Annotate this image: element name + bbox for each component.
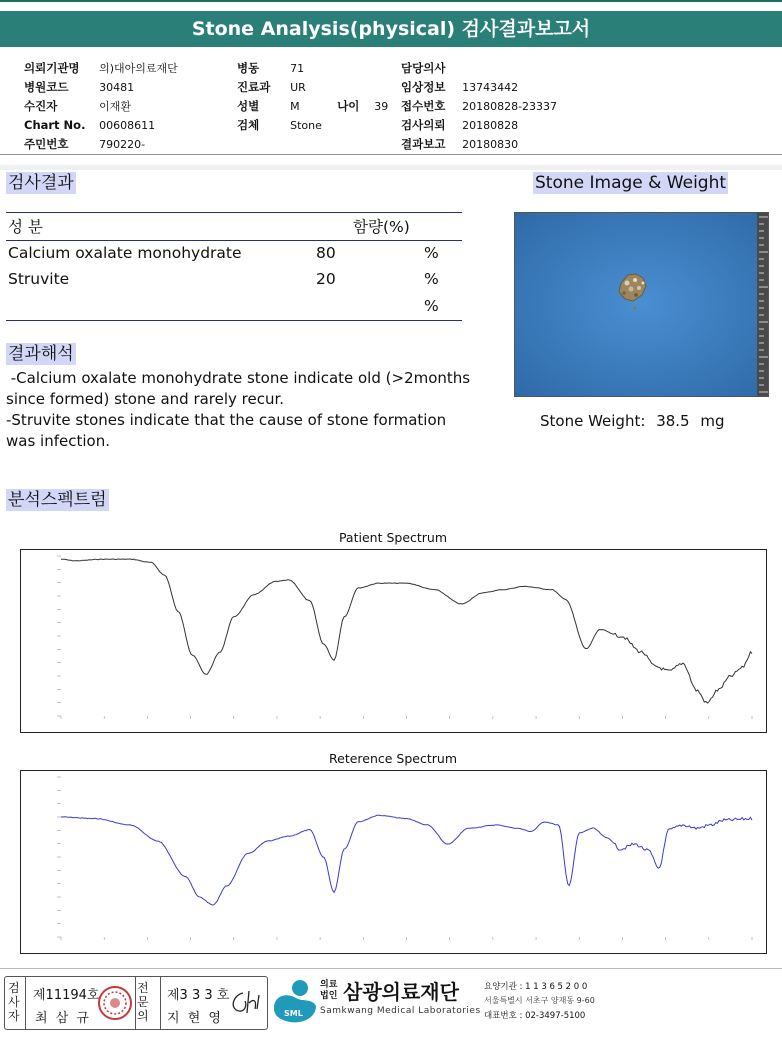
info-value: 00608611 bbox=[99, 119, 156, 132]
footer-divider bbox=[0, 968, 782, 969]
info-label-age: 나이 bbox=[337, 99, 360, 113]
info-value: 의)대아의료재단 bbox=[99, 62, 178, 75]
signature-icon bbox=[225, 985, 265, 1019]
spectrum-line bbox=[61, 815, 752, 905]
org-phone: 대표번호 : 02-3497-5100 bbox=[484, 1011, 586, 1021]
info-value: M bbox=[290, 100, 300, 113]
stone-weight-unit: mg bbox=[700, 412, 725, 430]
patient-info-col3 bbox=[401, 57, 557, 152]
spectra-header: 분석스펙트럼 bbox=[8, 490, 107, 510]
signature-box bbox=[4, 976, 268, 1030]
component-name: Calcium oxalate monohydrate bbox=[8, 244, 242, 262]
info-value: 20180828-23337 bbox=[462, 100, 558, 113]
info-label: 임상정보 bbox=[401, 80, 446, 94]
info-row-clinical bbox=[401, 76, 557, 95]
info-value: 13743442 bbox=[462, 81, 519, 94]
info-label: 접수번호 bbox=[401, 99, 446, 113]
component-name: Struvite bbox=[8, 270, 70, 288]
info-label: 진료과 bbox=[237, 80, 271, 94]
info-value: 20180828 bbox=[462, 119, 519, 132]
org-prefix: 의료법인 bbox=[320, 980, 338, 1001]
info-value: 이재환 bbox=[99, 100, 131, 113]
patient-spectrum-title: Patient Spectrum bbox=[338, 530, 448, 545]
reference-spectrum-svg bbox=[21, 771, 766, 953]
component-value: 80 bbox=[316, 244, 336, 262]
info-row-department bbox=[237, 76, 388, 95]
info-row-specimen bbox=[237, 114, 388, 133]
info-row-institution bbox=[24, 57, 178, 76]
patient-info-col2 bbox=[237, 57, 388, 133]
seal-stamp-icon bbox=[97, 985, 133, 1021]
report-title: Stone Analysis(physical) 검사결과보고서 bbox=[0, 11, 782, 47]
info-row-report-date bbox=[401, 133, 557, 152]
info-value-age: 39 bbox=[374, 100, 389, 113]
info-value: 71 bbox=[290, 62, 305, 75]
inspector-name: 최 삼 규 bbox=[35, 1011, 91, 1026]
stone-weight-value: 38.5 bbox=[656, 412, 690, 430]
inspector-label: 검사자 bbox=[8, 981, 20, 1023]
inspector-no: 제11194호 bbox=[33, 988, 100, 1003]
logo-text: SML bbox=[284, 1009, 303, 1018]
sml-logo-icon bbox=[272, 978, 318, 1024]
reference-spectrum-title: Reterence Spectrum bbox=[329, 751, 457, 766]
info-value: UR bbox=[290, 81, 306, 94]
info-divider bbox=[0, 154, 782, 155]
info-label: 성별 bbox=[237, 99, 260, 113]
org-code: 요양기관 : 1 1 3 6 5 2 0 0 bbox=[484, 982, 588, 992]
org-logo bbox=[272, 978, 318, 1024]
info-band bbox=[0, 165, 782, 170]
divider bbox=[25, 977, 26, 1029]
interpretation-text bbox=[6, 368, 501, 452]
specialist-no: 제3 3 3 호 bbox=[167, 988, 230, 1003]
divider bbox=[135, 977, 136, 1029]
info-label: Chart No. bbox=[24, 118, 86, 132]
info-label: 병동 bbox=[237, 61, 260, 75]
interpretation-header: 결과해석 bbox=[8, 344, 74, 364]
col-header-content: 함량(%) bbox=[353, 218, 410, 236]
spectrum-line bbox=[61, 559, 752, 703]
info-label: 결과보고 bbox=[401, 137, 446, 151]
org-name: 삼광의료재단 bbox=[343, 980, 459, 1004]
stone-weight bbox=[540, 412, 725, 430]
stone-header: Stone Image & Weight bbox=[535, 173, 727, 193]
info-row-sex bbox=[237, 95, 388, 114]
table-header-rule bbox=[6, 240, 462, 241]
reference-spectrum-chart bbox=[20, 770, 767, 954]
patient-spectrum-chart bbox=[20, 549, 767, 733]
top-accent-line bbox=[0, 0, 782, 2]
interpretation-line: since formed) stone and rarely recur. bbox=[6, 390, 285, 408]
info-label: 주민번호 bbox=[24, 137, 69, 151]
table-bottom-rule bbox=[6, 320, 462, 321]
info-row-patient bbox=[24, 95, 178, 114]
component-unit: % bbox=[424, 244, 439, 262]
results-header: 검사결과 bbox=[8, 173, 74, 193]
stone-photo bbox=[514, 212, 769, 397]
specialist-label: 전문의 bbox=[137, 981, 149, 1023]
info-row-chart-no bbox=[24, 114, 178, 133]
org-english: Samkwang Medical Laboratories bbox=[320, 1006, 481, 1016]
component-unit: % bbox=[424, 297, 439, 315]
info-value: Stone bbox=[290, 119, 322, 132]
info-row-resident-no bbox=[24, 133, 178, 152]
stone-image bbox=[515, 213, 768, 396]
info-label: 수진자 bbox=[24, 99, 58, 113]
patient-info-col1 bbox=[24, 57, 178, 152]
col-header-component: 성 분 bbox=[8, 218, 43, 236]
info-label: 검체 bbox=[237, 118, 260, 132]
info-value: 790220- bbox=[99, 138, 146, 151]
info-row-ward bbox=[237, 57, 388, 76]
info-label: 검사의뢰 bbox=[401, 118, 446, 132]
stone-weight-label: Stone Weight: bbox=[540, 412, 646, 430]
divider bbox=[160, 977, 161, 1029]
table-top-rule bbox=[6, 212, 462, 213]
info-row-hospital-code bbox=[24, 76, 178, 95]
interpretation-line: -Struvite stones indicate that the cause of stone formation bbox=[6, 411, 447, 429]
info-row-receipt-no bbox=[401, 95, 557, 114]
patient-spectrum-svg bbox=[21, 550, 766, 732]
org-address: 서울특별시 서초구 양재동 9-60 bbox=[484, 996, 595, 1005]
info-label: 병원코드 bbox=[24, 80, 69, 94]
interpretation-line: was infection. bbox=[6, 432, 110, 450]
specialist-name: 지 현 영 bbox=[167, 1011, 223, 1026]
interpretation-line: -Calcium oxalate monohydrate stone indicate old (>2months bbox=[6, 369, 471, 387]
component-unit: % bbox=[424, 270, 439, 288]
info-label: 담당의사 bbox=[401, 61, 446, 75]
info-value: 30481 bbox=[99, 81, 135, 94]
info-label: 의뢰기관명 bbox=[24, 61, 80, 75]
info-row-request-date bbox=[401, 114, 557, 133]
component-value: 20 bbox=[316, 270, 336, 288]
info-row-doctor bbox=[401, 57, 557, 76]
info-value: 20180830 bbox=[462, 138, 519, 151]
